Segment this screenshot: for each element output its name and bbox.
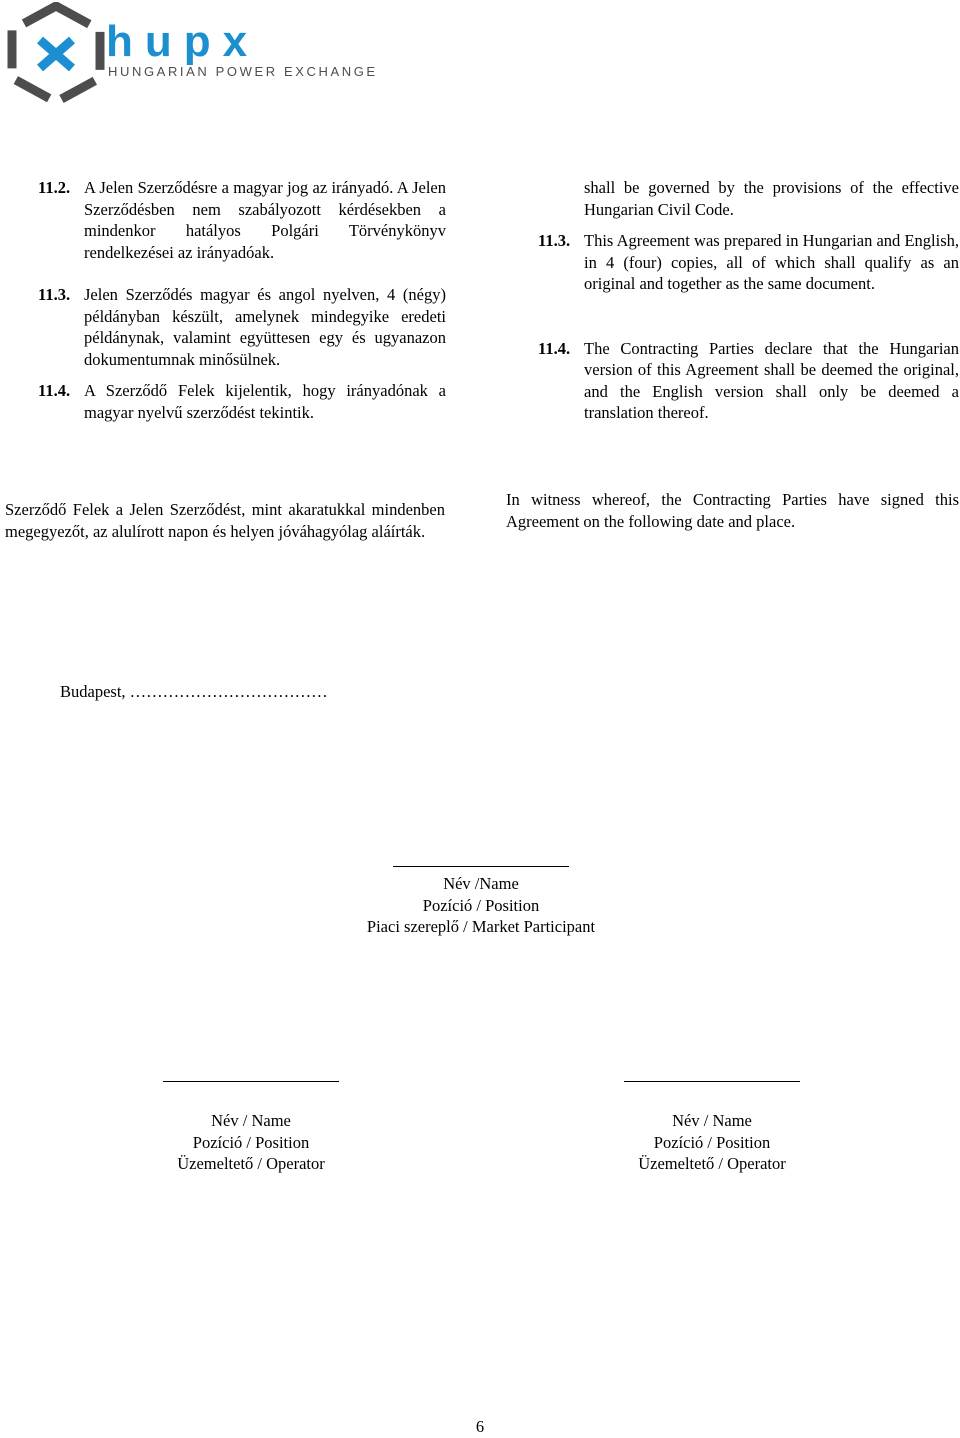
right-column (538, 177, 959, 424)
clause-11-3-en (538, 230, 959, 295)
brand-tagline: HUNGARIAN POWER EXCHANGE (108, 64, 378, 79)
page-number: 6 (475, 1417, 485, 1436)
signature-line (624, 1081, 800, 1082)
place-date-line: Budapest, ……………………………… (60, 682, 328, 701)
signature-name: Név / Name (211, 1111, 291, 1130)
witness-paragraph-en: In witness whereof, the Contracting Parties have signed this Agreement on the following date and place. (506, 490, 959, 531)
clause-continuation: shall be governed by the provisions of the effective Hungarian Civil Code. (584, 178, 959, 219)
hupx-emblem-icon (4, 2, 108, 106)
clause-11-4-en (538, 338, 959, 424)
signature-position: Pozíció / Position (192, 1132, 310, 1152)
signature-name: Név /Name (443, 874, 519, 893)
signature-position: Pozíció / Position (422, 895, 540, 915)
signature-name: Név / Name (672, 1111, 752, 1130)
clause-number: 11.4. (38, 381, 71, 400)
signature-block-operator-left (71, 1081, 431, 1175)
brand-wordmark: hupx (106, 17, 260, 66)
signature-position: Pozíció / Position (653, 1132, 771, 1152)
clause-text: The Contracting Parties declare that the Hungarian version of this Agreement shall be deemed the original, and the English version shall only be deemed a translation thereof. (584, 338, 959, 422)
signature-role: Piaci szereplő / Market Participant (366, 917, 596, 936)
signature-role: Üzemeltető / Operator (177, 1154, 325, 1173)
hupx-logo (0, 0, 380, 110)
clause-number: 11.4. (538, 338, 571, 358)
clause-11-3-hu (38, 284, 446, 370)
clause-number: 11.3. (38, 285, 71, 304)
signature-role: Üzemeltető / Operator (638, 1154, 786, 1173)
witness-paragraph-hu: Szerződő Felek a Jelen Szerződést, mint akaratukkal mindenben megegyezőt, az alulírott napon és helyen jóváhagyólag aláírták. (5, 500, 445, 541)
signature-block-operator-right (532, 1081, 892, 1175)
clause-text: Jelen Szerződés magyar és angol nyelven, 4 (négy) példányban készült, amelynek mindegyike eredeti példánynak, valamint együttesen egy és ugyanazon dokumentumnak minősülnek. (84, 285, 446, 369)
signature-block-participant (301, 866, 661, 938)
signature-line (393, 866, 569, 867)
clause-11-4-hu (38, 380, 446, 423)
clause-number: 11.2. (38, 178, 71, 197)
clause-text: A Jelen Szerződésre a magyar jog az irányadó. A Jelen Szerződésben nem szabályozott kérdésekben a mindenkor hatályos Polgári Törvénykönyv rendelkezései az irányadóak. (84, 178, 446, 262)
signature-line (163, 1081, 339, 1082)
clause-11-2-hu (38, 177, 446, 263)
clause-text: A Szerződő Felek kijelentik, hogy irányadónak a magyar nyelvű szerződést tekintik. (84, 381, 446, 422)
clause-text: This Agreement was prepared in Hungarian and English, in 4 (four) copies, all of which shall qualify as an original and together as the same document. (584, 231, 959, 293)
left-column (38, 177, 446, 423)
clause-number: 11.3. (538, 231, 571, 250)
